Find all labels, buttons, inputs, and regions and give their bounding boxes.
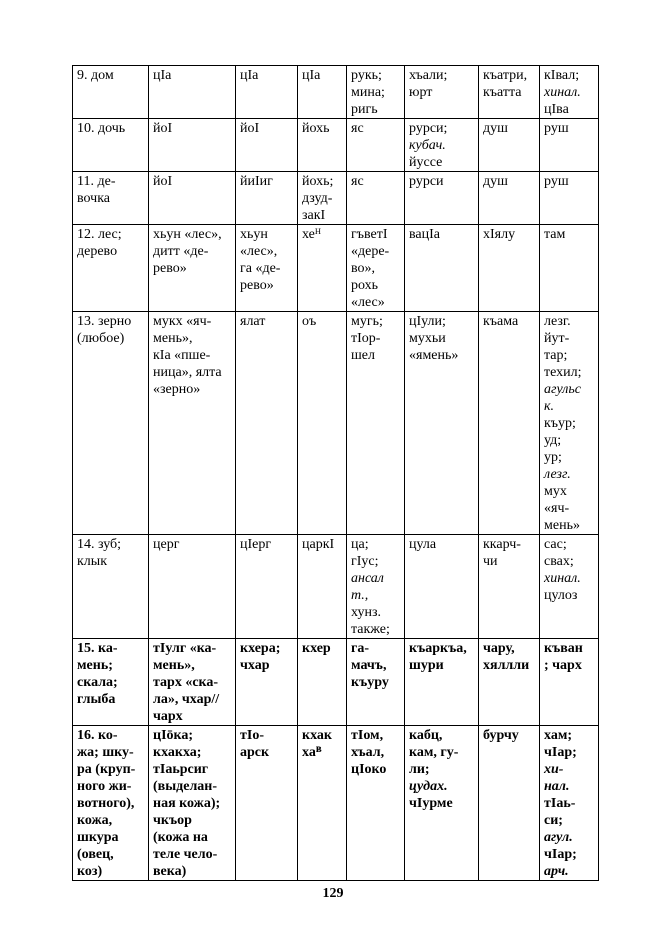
cell-line: йиIиг — [240, 174, 273, 189]
cell-line: га- — [351, 641, 370, 656]
cell-line: уд; — [544, 433, 562, 448]
cell-line: гIус; — [351, 554, 379, 569]
cell-line: кожа, — [77, 813, 113, 828]
cell-line: чкъор — [153, 813, 192, 828]
cell-line: 16. ко- — [77, 728, 118, 743]
word-cell — [479, 639, 540, 726]
cell-line: къур; — [544, 416, 576, 431]
cell-line: жа; шку- — [77, 745, 134, 760]
cell-line: сас; — [544, 537, 567, 552]
cell-line: къуру — [351, 675, 389, 690]
meaning-cell — [73, 225, 149, 312]
cell-line: «яч- — [544, 501, 570, 516]
cell-line: чару, — [483, 641, 515, 656]
cell-line: (любое) — [77, 331, 125, 346]
cell-line: века) — [153, 864, 187, 879]
word-cell — [298, 312, 347, 535]
table-row — [73, 66, 599, 119]
cell-line: теле чело- — [153, 847, 218, 862]
table-row — [73, 172, 599, 225]
cell-line: мух — [544, 484, 567, 499]
cell-line: душ — [483, 174, 508, 189]
cell-line: «лес» — [351, 295, 385, 310]
cell-line: хинал. — [544, 85, 581, 100]
table-row — [73, 119, 599, 172]
cell-line: арч. — [544, 864, 569, 879]
cell-line: мень», — [153, 658, 195, 673]
word-cell — [540, 312, 599, 535]
cell-line: 13. зерно — [77, 314, 132, 329]
cell-line: ца; — [351, 537, 369, 552]
word-cell — [347, 66, 405, 119]
word-cell — [540, 172, 599, 225]
cell-line: руш — [544, 174, 569, 189]
word-cell — [149, 535, 236, 639]
word-cell — [236, 225, 298, 312]
word-cell — [479, 535, 540, 639]
cell-line: «ямень» — [409, 348, 459, 363]
page-number: 129 — [322, 886, 344, 901]
cell-line: цIа — [153, 68, 172, 83]
cell-line: бурчу — [483, 728, 519, 743]
word-cell — [149, 639, 236, 726]
table-body — [73, 66, 599, 881]
word-cell — [405, 312, 479, 535]
cell-line: йут- — [544, 331, 570, 346]
cell-line: мень; — [77, 658, 113, 673]
cell-line: вотного), — [77, 796, 135, 811]
word-cell — [479, 66, 540, 119]
cell-line: закI — [302, 208, 326, 223]
cell-line: 9. дом — [77, 68, 114, 83]
cell-line: га «де- — [240, 261, 281, 276]
word-cell — [540, 535, 599, 639]
cell-line: цулоз — [544, 588, 578, 603]
cell-line: рукь; — [351, 68, 382, 83]
cell-line: мукх «яч- — [153, 314, 212, 329]
cell-line: йохь; — [302, 174, 334, 189]
cell-line: ялат — [240, 314, 266, 329]
word-comparison-table — [72, 65, 599, 881]
cell-line: рурси — [409, 174, 444, 189]
cell-line: рево» — [240, 278, 274, 293]
cell-line: ригь — [351, 102, 378, 117]
cell-line: тIулг «ка- — [153, 641, 217, 656]
cell-line: во», — [351, 261, 376, 276]
meaning-cell — [73, 726, 149, 881]
cell-line: рурси; — [409, 121, 448, 136]
meaning-cell — [73, 535, 149, 639]
word-cell — [347, 312, 405, 535]
cell-line: цIули; — [409, 314, 446, 329]
word-cell — [149, 172, 236, 225]
cell-line: нал. — [544, 779, 570, 794]
word-cell — [149, 66, 236, 119]
meaning-cell — [73, 119, 149, 172]
cell-line: тIаьрсиг — [153, 762, 209, 777]
cell-line: душ — [483, 121, 508, 136]
cell-line: ур; — [544, 450, 562, 465]
cell-line: коз) — [77, 864, 103, 879]
cell-line: цIōка; — [153, 728, 194, 743]
cell-line: тар; — [544, 348, 568, 363]
cell-line: мень», — [153, 331, 193, 346]
cell-line: мугь; — [351, 314, 383, 329]
cell-line: чIар; — [544, 745, 577, 760]
cell-line: кхакха; — [153, 745, 202, 760]
cell-line: агул. — [544, 830, 573, 845]
cell-line: хунз. — [351, 605, 381, 620]
cell-line: вацIа — [409, 227, 441, 242]
word-cell — [479, 312, 540, 535]
cell-line: кабц, — [409, 728, 443, 743]
cell-line: йуссе — [409, 155, 443, 170]
cell-line: чIурме — [409, 796, 453, 811]
word-cell — [236, 639, 298, 726]
cell-line: чарх — [153, 709, 183, 724]
cell-line: (кожа на — [153, 830, 208, 845]
cell-line: хеᴴ — [302, 227, 322, 242]
cell-line: техил; — [544, 365, 582, 380]
cell-line: си; — [544, 813, 563, 828]
word-cell — [540, 639, 599, 726]
cell-line: ница», ялта — [153, 365, 222, 380]
cell-line: свах; — [544, 554, 574, 569]
cell-line: цудах. — [409, 779, 448, 794]
cell-line: клык — [77, 554, 107, 569]
cell-line: ная кожа); — [153, 796, 221, 811]
word-cell — [298, 172, 347, 225]
cell-line: кхера; — [240, 641, 281, 656]
cell-line: кубач. — [409, 138, 446, 153]
word-cell — [149, 726, 236, 881]
meaning-cell — [73, 312, 149, 535]
word-cell — [298, 225, 347, 312]
word-cell — [236, 726, 298, 881]
cell-line: кхер — [302, 641, 331, 656]
table-row — [73, 312, 599, 535]
cell-line: хяллли — [483, 658, 530, 673]
cell-line: ансал — [351, 571, 384, 586]
cell-line: хинал. — [544, 571, 581, 586]
cell-line: кIвал; — [544, 68, 580, 83]
word-cell — [347, 726, 405, 881]
cell-line: тIаь- — [544, 796, 576, 811]
cell-line: скала; — [77, 675, 118, 690]
cell-line: йоI — [153, 174, 173, 189]
cell-line: мень» — [544, 518, 580, 533]
word-cell — [405, 66, 479, 119]
meaning-cell — [73, 66, 149, 119]
word-cell — [298, 639, 347, 726]
cell-line: также; — [351, 622, 390, 637]
word-cell — [149, 225, 236, 312]
cell-line: (выделан- — [153, 779, 218, 794]
word-cell — [540, 66, 599, 119]
cell-line: къван — [544, 641, 583, 656]
cell-line: кIа «пше- — [153, 348, 211, 363]
cell-line: (овец, — [77, 847, 114, 862]
cell-line: 12. лес; — [77, 227, 122, 242]
cell-line: хьун — [240, 227, 268, 242]
cell-line: рево» — [153, 261, 187, 276]
cell-line: «лес», — [240, 244, 278, 259]
cell-line: тарх «ска- — [153, 675, 219, 690]
cell-line: вочка — [77, 191, 110, 206]
cell-line: дитт «де- — [153, 244, 209, 259]
cell-line: церг — [153, 537, 180, 552]
cell-line: хъал, — [351, 745, 385, 760]
cell-line: юрт — [409, 85, 433, 100]
word-cell — [298, 119, 347, 172]
cell-line: дзуд- — [302, 191, 333, 206]
cell-line: шел — [351, 348, 375, 363]
cell-line: рохь — [351, 278, 379, 293]
cell-line: лезг. — [544, 314, 571, 329]
word-cell — [347, 225, 405, 312]
cell-line: чхар — [240, 658, 270, 673]
word-cell — [236, 312, 298, 535]
cell-line: ; чарх — [544, 658, 582, 673]
word-cell — [298, 726, 347, 881]
cell-line: хам; — [544, 728, 573, 743]
word-cell — [479, 119, 540, 172]
word-cell — [540, 225, 599, 312]
cell-line: яс — [351, 121, 364, 136]
cell-line: цIоко — [351, 762, 387, 777]
word-cell — [405, 225, 479, 312]
cell-line: хъали; — [409, 68, 448, 83]
cell-line: 11. де- — [77, 174, 116, 189]
word-cell — [479, 225, 540, 312]
cell-line: 14. зуб; — [77, 537, 122, 552]
cell-line: ккарч- — [483, 537, 521, 552]
cell-line: хаᴮ — [302, 745, 322, 760]
word-cell — [236, 535, 298, 639]
cell-line: лезг. — [544, 467, 571, 482]
word-cell — [236, 172, 298, 225]
cell-line: кам, гу- — [409, 745, 459, 760]
meaning-cell — [73, 639, 149, 726]
cell-line: къатри, — [483, 68, 528, 83]
word-cell — [347, 639, 405, 726]
word-cell — [149, 312, 236, 535]
cell-line: къама — [483, 314, 519, 329]
cell-line: йохь — [302, 121, 330, 136]
cell-line: тIо- — [240, 728, 264, 743]
word-cell — [405, 119, 479, 172]
cell-line: гъветI — [351, 227, 388, 242]
word-cell — [298, 66, 347, 119]
cell-line: т., — [351, 588, 369, 603]
cell-line: дерево — [77, 244, 118, 259]
word-cell — [479, 172, 540, 225]
cell-line: арск — [240, 745, 270, 760]
word-cell — [540, 119, 599, 172]
word-cell — [298, 535, 347, 639]
cell-line: агульс — [544, 382, 581, 397]
word-cell — [236, 119, 298, 172]
cell-line: хIялу — [483, 227, 516, 242]
cell-line: шкура — [77, 830, 119, 845]
cell-line: к. — [544, 399, 555, 414]
cell-line: глыба — [77, 692, 116, 707]
cell-line: цIерг — [240, 537, 272, 552]
cell-line: там — [544, 227, 566, 242]
word-cell — [479, 726, 540, 881]
cell-line: «зерно» — [153, 382, 201, 397]
meaning-cell — [73, 172, 149, 225]
cell-line: хи- — [544, 762, 564, 777]
cell-line: тIор- — [351, 331, 381, 346]
cell-line: ного жи- — [77, 779, 132, 794]
cell-line: цIа — [302, 68, 321, 83]
cell-line: 15. ка- — [77, 641, 118, 656]
word-cell — [405, 639, 479, 726]
cell-line: йоI — [240, 121, 260, 136]
cell-line: ра (круп- — [77, 762, 136, 777]
cell-line: «дере- — [351, 244, 390, 259]
cell-line: чи — [483, 554, 498, 569]
cell-line: цIва — [544, 102, 569, 117]
cell-line: тIом, — [351, 728, 384, 743]
word-cell — [405, 172, 479, 225]
cell-line: къатта — [483, 85, 522, 100]
word-cell — [540, 726, 599, 881]
cell-line: шури — [409, 658, 444, 673]
cell-line: мачъ, — [351, 658, 387, 673]
cell-line: 10. дочь — [77, 121, 126, 136]
cell-line: цIа — [240, 68, 259, 83]
cell-line: мина; — [351, 85, 385, 100]
cell-line: царкI — [302, 537, 335, 552]
word-cell — [405, 535, 479, 639]
table-row — [73, 535, 599, 639]
cell-line: руш — [544, 121, 569, 136]
cell-line: яс — [351, 174, 364, 189]
cell-line: хьун «лес», — [153, 227, 222, 242]
table-row — [73, 225, 599, 312]
table-row — [73, 639, 599, 726]
table-row — [73, 726, 599, 881]
word-cell — [347, 119, 405, 172]
cell-line: цула — [409, 537, 437, 552]
cell-line: йоI — [153, 121, 173, 136]
cell-line: къаркъа, — [409, 641, 467, 656]
word-cell — [236, 66, 298, 119]
word-cell — [149, 119, 236, 172]
word-cell — [405, 726, 479, 881]
cell-line: ли; — [409, 762, 430, 777]
cell-line: чIар; — [544, 847, 577, 862]
word-cell — [347, 172, 405, 225]
cell-line: кхак — [302, 728, 332, 743]
word-cell — [347, 535, 405, 639]
cell-line: ла», чхар// — [153, 692, 220, 707]
cell-line: оъ — [302, 314, 317, 329]
cell-line: мухьи — [409, 331, 446, 346]
